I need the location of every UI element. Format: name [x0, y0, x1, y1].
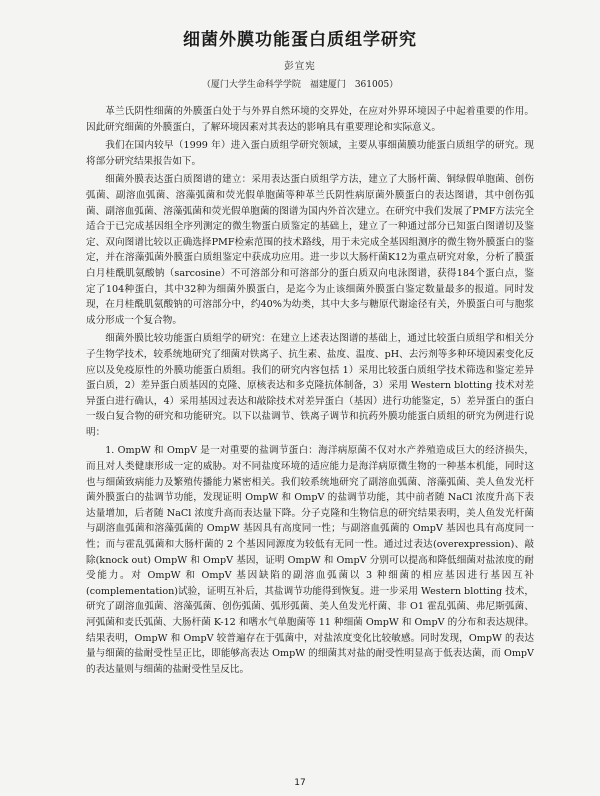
paragraph-expression-map: 细菌外膜表达蛋白质图谱的建立：采用表达蛋白质组学方法，建立了大肠杆菌、铜绿假单胞菌、创伤弧菌、副溶血弧菌、溶藻弧菌和荧光假单胞菌等种革兰氏阴性病原菌外膜蛋白的表达图谱，其中创伤弧菌、副溶血弧菌、溶藻弧菌和荧光假单胞菌的图谱为国内外首次建立。在研究中我们发展了PMF方法完全适合于已完成基因组全序列测定的微生物蛋白质鉴定的基础上，建立了一种通过部分已知蛋白图谱切及鉴定、双向图谱比较以正确选择PMF检索范围的技术路线，用于未完成全基因组测序的微生物外膜蛋白的鉴定，并在溶藻弧菌外膜蛋白质组鉴定中获成功应用。进一步以大肠杆菌K12为重点研究对象，分析了膜蛋白月桂酰肌氨酸钠（sarcosine）不可溶部分和可溶部分的蛋白质双向电泳图谱，获得184个蛋白点，鉴定了104种蛋白，其中32种为细菌外膜蛋白，是迄今为止该细菌外膜蛋白鉴定数量最多的报道。同时发现，在月桂酰肌氨酸钠的可溶部分中，约40%为幼类，其中大多与糖原代谢途径有关，外膜蛋白可与胞浆成分形成一个复合物。	[86, 174, 534, 326]
paragraph-intro: 革兰氏阴性细菌的外膜蛋白处于与外界自然环境的交界处，在应对外界环境因子中起着重要的作用。因此研究细菌的外膜蛋白，了解环境因素对其表达的影响具有重要理论和实际意义。	[86, 106, 534, 133]
paper-body	[86, 104, 534, 680]
paragraph-ompw-ompv: 1. OmpW 和 OmpV 是一对重要的盐调节蛋白：海洋病原菌不仅对水产养殖造成巨大的经济损失，而且对人类健康形成一定的威胁。对不同盐度环境的适应能力是海洋病原微生物的一种基本机能，同时这也与细菌致病能力及繁殖传播能力紧密相关。我们较系统地研究了副溶血弧菌、溶藻弧菌、美人鱼发光杆菌外膜蛋白的盐调节功能，发现证明 OmpW 和 OmpV 的盐调节功能，其中前者随 NaCl 浓度升高下表达量增加，后者随 NaCl 浓度升高而表达量下降。分子克隆和生物信息的研究结果表明，美人鱼发光杆菌与副溶血弧菌和溶藻弧菌的 OmpW 基因具有高度同一性；与副溶血弧菌的 OmpV 基因也具有高度同一性；而与霍乱弧菌和大肠杆菌的 2 个基因同源度为较低有无同一性。通过过表达(overexpression)、敲除(knock out) OmpW 和 OmpV 基因，证明 OmpW 和 OmpV 分别可以提高和降低细菌对盐浓度的耐受能力。对 OmpW 和 OmpV 基因缺陷的副溶血弧菌以 3 种细菌的相应基因进行基因互补(complementation)试验，证明互补后，其盐调节功能得到恢复。进一步采用 Western blotting 技术，研究了副溶血弧菌、溶藻弧菌、创伤弧菌、弧形弧菌、美人鱼发光杆菌、非 O1 霍乱弧菌、弗尼斯弧菌、河弧菌和麦氏弧菌、大肠杆菌 K-12 和嗜水气单胞菌等 11 种细菌 OmpW 和 OmpV 的分布和表达规律。结果表明，OmpW 和 OmpV 较普遍存在于弧菌中，对盐浓度变化比较敏感。同时发现，OmpW 的表达量与细菌的盐耐受性呈正比，即能够高表达 OmpW 的细菌其对盐的耐受性明显高于低表达菌，而 OmpV 的表达量则与细菌的盐耐受性呈反比。	[86, 445, 534, 675]
page-number: 17	[294, 778, 306, 788]
paragraph-comparative-proteomics: 细菌外膜比较功能蛋白质组学的研究：在建立上述表达图谱的基础上，通过比较蛋白质组学和相关分子生物学技术，较系统地研究了细菌对铁离子、抗生素、盐度、温度、pH、去污剂等多种环境因素变化反应以及免疫原性的外膜功能蛋白质组。我们的研究内容包括 1）采用比较蛋白质组学技术筛选和鉴定差异蛋白质，2）差异蛋白质基因的克隆、原核表达和多克隆抗体制备，3）采用 Western blotting 技术对差异蛋白进行确认，4）采用基因过表达和敲除技术对差异蛋白（基因）进行功能鉴定，5）差异蛋白的蛋白一级白复合物的研究和功能研究。以下以盐调节、铁离子调节和抗药外膜功能蛋白质组的研究为例进行说明：	[86, 333, 534, 438]
author-name: 彭宣宪	[284, 61, 316, 72]
paragraph-background: 我们在国内较早（1999 年）进入蛋白质组学研究领域，主要从事细菌膜功能蛋白质组学的研究。现将部分研究结果报告如下。	[86, 140, 534, 167]
author-affiliation: （厦门大学生命科学学院 福建厦门 361005）	[201, 80, 399, 90]
paper-title: 细菌外膜功能蛋白质组学研究	[183, 30, 417, 50]
